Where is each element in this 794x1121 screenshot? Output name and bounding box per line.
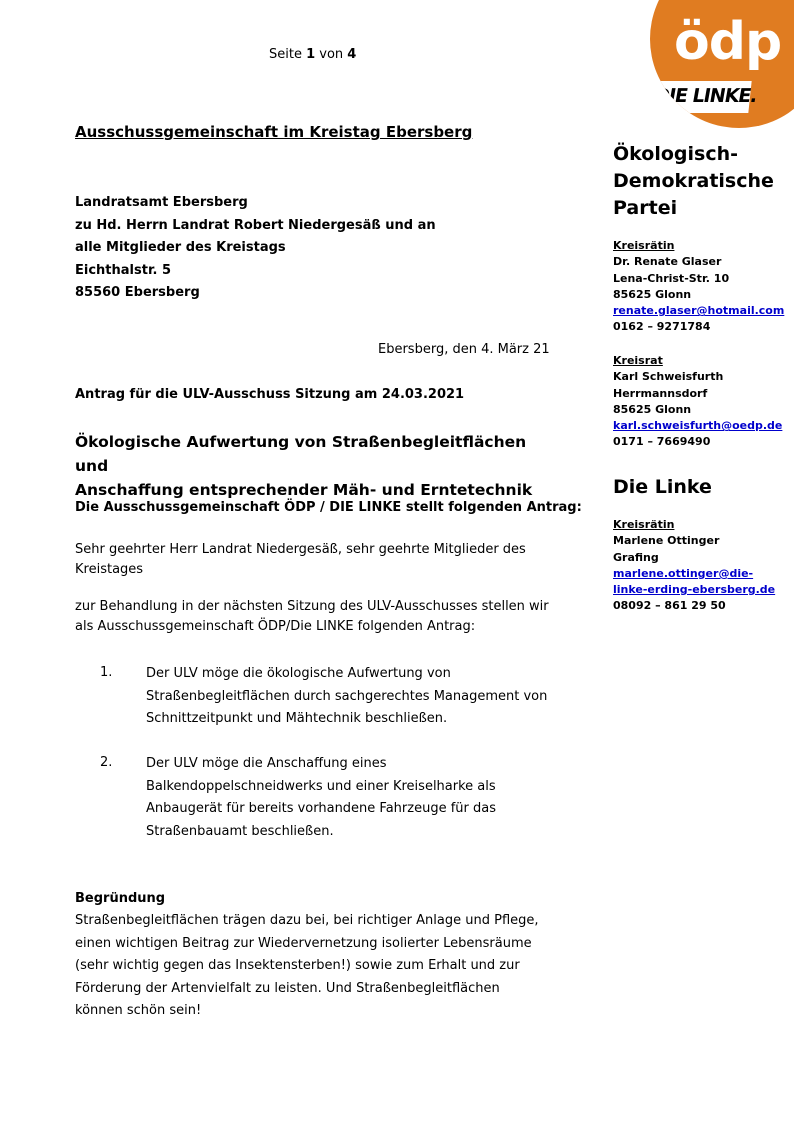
oedp-heading-line: Demokratische <box>613 170 774 192</box>
contact-role: Kreisrätin <box>613 518 675 531</box>
page-counter-prefix: Seite <box>269 47 307 62</box>
page-current: 1 <box>306 47 316 62</box>
contact-phone: 0162 – 9271784 <box>613 320 711 334</box>
oedp-heading-line: Partei <box>613 197 678 219</box>
party-logo <box>650 0 794 128</box>
page-counter <box>269 47 356 62</box>
page-counter-middle: von <box>315 47 348 62</box>
salutation-line: Sehr geehrter Herr Landrat Niedergesäß, sehr geehrte Mitglieder des <box>75 542 526 557</box>
contact-email-link[interactable]: karl.schweisfurth@oedp.de <box>613 419 783 433</box>
list-item-number: 1. <box>100 665 113 680</box>
antrag-line: Antrag für die ULV-Ausschuss Sitzung am 24.03.2021 <box>75 387 465 402</box>
list-item-line: Balkendoppelschneidwerks und einer Kreiselharke als <box>146 778 496 794</box>
contact-block-schweisfurth <box>613 353 794 451</box>
linke-logo-badge <box>650 81 759 113</box>
list-item-line: Straßenbauamt beschließen. <box>146 823 334 839</box>
begruendung-line: Förderung der Artenvielfalt zu leisten. Und Straßenbegleitflächen <box>75 980 500 996</box>
salutation <box>75 540 555 579</box>
list-item <box>146 663 556 731</box>
begruendung-paragraph <box>75 910 545 1023</box>
contact-email-link-cont[interactable]: linke-erding-ebersberg.de <box>613 583 776 597</box>
motion-title-line: Ökologische Aufwertung von Straßenbegleitflächen und <box>75 433 527 475</box>
contact-name: Karl Schweisfurth <box>613 370 724 384</box>
contact-phone: 08092 – 861 29 50 <box>613 599 726 613</box>
contact-email-link[interactable]: renate.glaser@hotmail.com <box>613 304 785 318</box>
begruendung-heading: Begründung <box>75 891 166 906</box>
intro-line: zur Behandlung in der nächsten Sitzung des ULV-Ausschusses stellen wir <box>75 599 549 614</box>
motion-title <box>75 430 545 502</box>
begruendung-line: einen wichtigen Beitrag zur Wiedervernetzung isolierter Lebensräume <box>75 935 532 951</box>
list-item <box>146 753 556 843</box>
contact-street: Herrmannsdorf <box>613 386 708 400</box>
letter-date: Ebersberg, den 4. März 21 <box>378 342 550 357</box>
page-total: 4 <box>347 47 357 62</box>
list-item-line: Schnittzeitpunkt und Mähtechnik beschließen. <box>146 711 448 726</box>
oedp-sidebar-heading <box>613 141 794 222</box>
oedp-logo-text: ödp <box>674 12 782 72</box>
list-item-line: Der ULV möge die Anschaffung eines <box>146 756 387 771</box>
linke-logo-text: DIE LINKE. <box>652 85 759 107</box>
list-item-line: Anbaugerät für bereits vorhandene Fahrzeuge für das <box>146 801 496 816</box>
list-item-number: 2. <box>100 755 113 770</box>
contact-block-ottinger <box>613 517 794 615</box>
contact-name: Dr. Renate Glaser <box>613 255 722 269</box>
recipient-line: 85560 Ebersberg <box>75 285 200 301</box>
contact-phone: 0171 – 7669490 <box>613 435 711 449</box>
begruendung-line: (sehr wichtig gegen das Insektensterben!) sowie zum Erhalt und zur <box>75 958 520 973</box>
linke-sidebar-heading: Die Linke <box>613 476 712 498</box>
contact-city: Grafing <box>613 550 659 564</box>
contact-city: 85625 Glonn <box>613 402 692 416</box>
letter-heading: Ausschussgemeinschaft im Kreistag Ebersberg <box>75 123 473 141</box>
begruendung-line: können schön sein! <box>75 1003 202 1018</box>
contact-city: 85625 Glonn <box>613 287 692 301</box>
list-item-line: Straßenbegleitflächen durch sachgerechtes Management von <box>146 688 548 704</box>
contact-role: Kreisrat <box>613 354 663 367</box>
recipient-address <box>75 192 436 305</box>
intro-line: als Ausschussgemeinschaft ÖDP/Die LINKE folgenden Antrag: <box>75 618 476 634</box>
contact-block-glaser <box>613 238 794 336</box>
begruendung-line: Straßenbegleitflächen trägen dazu bei, bei richtiger Anlage und Pflege, <box>75 913 539 928</box>
contact-role: Kreisrätin <box>613 239 675 252</box>
recipient-line: zu Hd. Herrn Landrat Robert Niedergesäß und an <box>75 217 436 233</box>
list-item-line: Der ULV möge die ökologische Aufwertung von <box>146 666 451 681</box>
recipient-line: Landratsamt Ebersberg <box>75 195 248 210</box>
motion-statement: Die Ausschussgemeinschaft ÖDP / DIE LINKE stellt folgenden Antrag: <box>75 500 582 515</box>
recipient-line: alle Mitglieder des Kreistags <box>75 240 286 256</box>
recipient-line: Eichthalstr. 5 <box>75 262 172 278</box>
salutation-line: Kreistages <box>75 561 144 577</box>
contact-street: Lena-Christ-Str. 10 <box>613 271 730 285</box>
oedp-heading-line: Ökologisch- <box>613 143 738 165</box>
contact-email-link[interactable]: marlene.ottinger@die- <box>613 566 754 580</box>
motion-title-line: Anschaffung entsprechender Mäh- und Erntetechnik <box>75 481 533 499</box>
intro-paragraph <box>75 597 555 636</box>
contact-name: Marlene Ottinger <box>613 534 720 548</box>
